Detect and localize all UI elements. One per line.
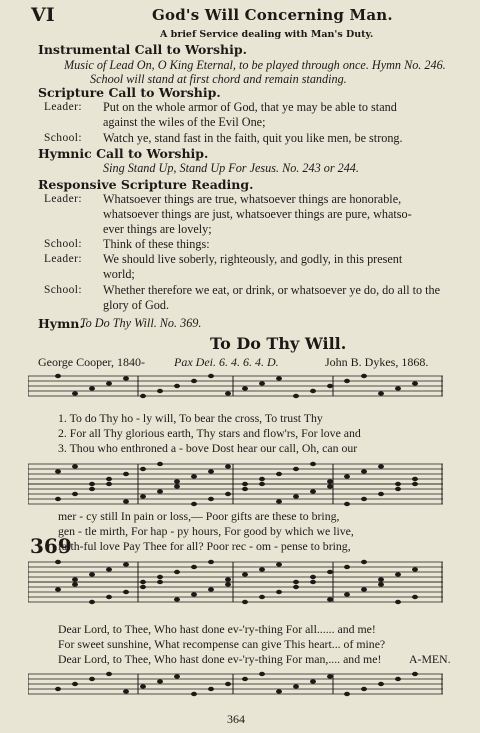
page-number: 364 (227, 712, 245, 726)
hymn-reference: To Do Thy Will. No. 369. (80, 316, 202, 330)
school-label: School: (44, 284, 82, 296)
school-label: School: (44, 132, 82, 144)
hymnic-heading: Hymnic Call to Worship. (38, 146, 209, 161)
hymnic-line: Sing Stand Up, Stand Up For Jesus. No. 243 or 244. (103, 161, 359, 175)
lyric-line: Dear Lord, to Thee, Who hast done ev-'ry-thing For man,.... and me! (58, 652, 382, 666)
instrumental-heading: Instrumental Call to Worship. (38, 42, 247, 57)
hymn-title: To Do Thy Will. (210, 334, 347, 353)
page-subtitle: A brief Service dealing with Man's Duty. (160, 29, 374, 40)
responsive-text: world; (103, 267, 135, 281)
school-label: School: (44, 238, 82, 250)
amen-label: A-MEN. (409, 652, 451, 666)
scripture-heading: Scripture Call to Worship. (38, 85, 221, 100)
lyric-line: 3. Thou who enthroned a - bove Dost hear our call, Oh, can our (58, 441, 358, 455)
hymn-label: Hymn. (38, 316, 84, 331)
responsive-text: glory of God. (103, 298, 170, 312)
hymn-composer: John B. Dykes, 1868. (325, 355, 429, 369)
lyric-line: Dear Lord, to Thee, Who hast done ev-'ry-thing For all...... and me! (58, 622, 376, 636)
instrumental-line-2: School will stand at first chord and remain standing. (90, 72, 347, 86)
instrumental-line-1: Music of Lead On, O King Eternal, to be played through once. Hymn No. 246. (64, 58, 446, 72)
leader-label: Leader: (44, 193, 82, 205)
hymn-author: George Cooper, 1840- (38, 355, 145, 369)
scripture-leader-text-1: Put on the whole armor of God, that ye may be able to stand (103, 100, 397, 114)
responsive-text: ever things are lovely; (103, 222, 212, 236)
responsive-text: whatsoever things are just, whatsoever things are pure, whatso- (103, 207, 412, 221)
lyric-line: mer - cy still In pain or loss,— Poor gifts are these to bring, (58, 509, 340, 523)
leader-label: Leader: (44, 253, 82, 265)
scripture-leader-text-2: against the wiles of the Evil One; (103, 115, 266, 129)
bass-staff (28, 668, 443, 708)
hymn-number: 369 (30, 534, 72, 558)
scripture-school-text: Watch ye, stand fast in the faith, quit you like men, be strong. (103, 131, 403, 145)
responsive-text: Think of these things: (103, 237, 210, 251)
lyric-line: faith-ful love Pay Thee for all? Poor rec - om - pense to bring, (58, 539, 351, 553)
hymn-meter: Pax Dei. 6. 4. 6. 4. D. (174, 355, 279, 369)
lyric-line: gen - tle mirth, For hap - py hours, For good by which we live, (58, 524, 354, 538)
responsive-text: We should live soberly, righteously, and godly, in this present (103, 252, 403, 266)
responsive-text: Whatsoever things are true, whatsoever things are honorable, (103, 192, 402, 206)
leader-label: Leader: (44, 101, 82, 113)
lyric-line: 1. To do Thy ho - ly will, To bear the cross, To trust Thy (58, 411, 323, 425)
lyric-line: For sweet sunshine, What recompense can give This heart... of mine? (58, 637, 386, 651)
responsive-heading: Responsive Scripture Reading. (38, 177, 254, 192)
page-title: God's Will Concerning Man. (152, 6, 393, 24)
lyric-line: 2. For all Thy glorious earth, Thy stars and flow'rs, For love and (58, 426, 361, 440)
section-number: VI (31, 4, 55, 26)
treble-staff (28, 576, 443, 626)
responsive-text: Whether therefore we eat, or drink, or whatsoever ye do, do all to the (103, 283, 441, 297)
